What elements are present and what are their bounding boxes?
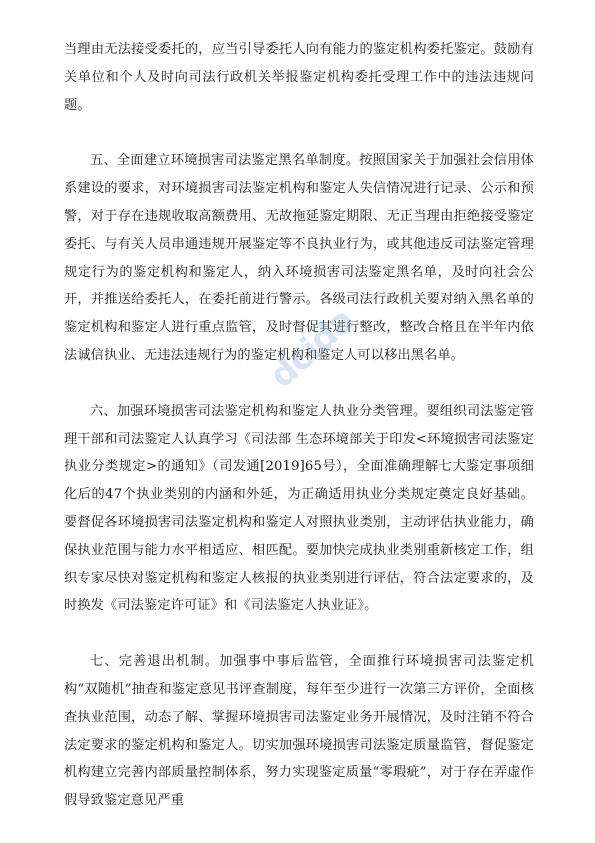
paragraph-section-seven: 七、完善退出机制。加强事中事后监管，全面推行环境损害司法鉴定机构“双随机”抽查和鉴定意见书评查制度，每年至少进行一次第三方评价，全面核查执业范围，动态了解、掌握环境损害司法鉴定业务开展情况，及时注销不符合法定要求的鉴定机构和鉴定人。切实加强环境损害司法鉴定质量监管，督促鉴定机构建立完善内部质量控制体系，努力实现鉴定质量“零瑕疵”，对于存在弄虚作假导致鉴定意见严重 xyxy=(64,654,534,809)
paragraph-continuation: 当理由无法接受委托的，应当引导委托人向有能力的鉴定机构委托鉴定。鼓励有关单位和个人及时向司法行政机关举报鉴定机构委托受理工作中的违法违规问题。 xyxy=(64,42,534,113)
document-body xyxy=(64,36,534,843)
paragraph-section-six: 六、加强环境损害司法鉴定机构和鉴定人执业分类管理。要组织司法鉴定管理干部和司法鉴定人认真学习《司法部 生态环境部关于印发<环境损害司法鉴定执业分类规定>的通知》（司发通[2019]65号），全面准确理解七大鉴定事项细化后的47个执业类别的内涵和外延，为正确适用执业分类规定奠定良好基础。要督促各环境损害司法鉴定机构和鉴定人对照执业类别，主动评估执业能力，确保执业范围与能力水平相适应、相匹配。要加快完成执业类别重新核定工作，组织专家尽快对鉴定机构和鉴定人核报的执业类别进行评估，符合法定要求的，及时换发《司法鉴定许可证》和《司法鉴定人执业证》。 xyxy=(64,403,534,614)
watermark-logo: dcida xyxy=(262,300,362,397)
paragraph-section-five: 五、全面建立环境损害司法鉴定黑名单制度。按照国家关于加强社会信用体系建设的要求，对环境损害司法鉴定机构和鉴定人失信情况进行记录、公示和预警，对于存在违规收取高额费用、无故拖延鉴定期限、无正当理由拒绝接受鉴定委托、与有关人员串通违规开展鉴定等不良执业行为，或其他违反司法鉴定管理规定行为的鉴定机构和鉴定人，纳入环境损害司法鉴定黑名单，及时向社会公开，并推送给委托人，在委托前进行警示。各级司法行政机关要对纳入黑名单的鉴定机构和鉴定人进行重点监管，及时督促其进行整改，整改合格且在半年内依法诚信执业、无违法违规行为的鉴定机构和鉴定人可以移出黑名单。 xyxy=(64,153,534,363)
